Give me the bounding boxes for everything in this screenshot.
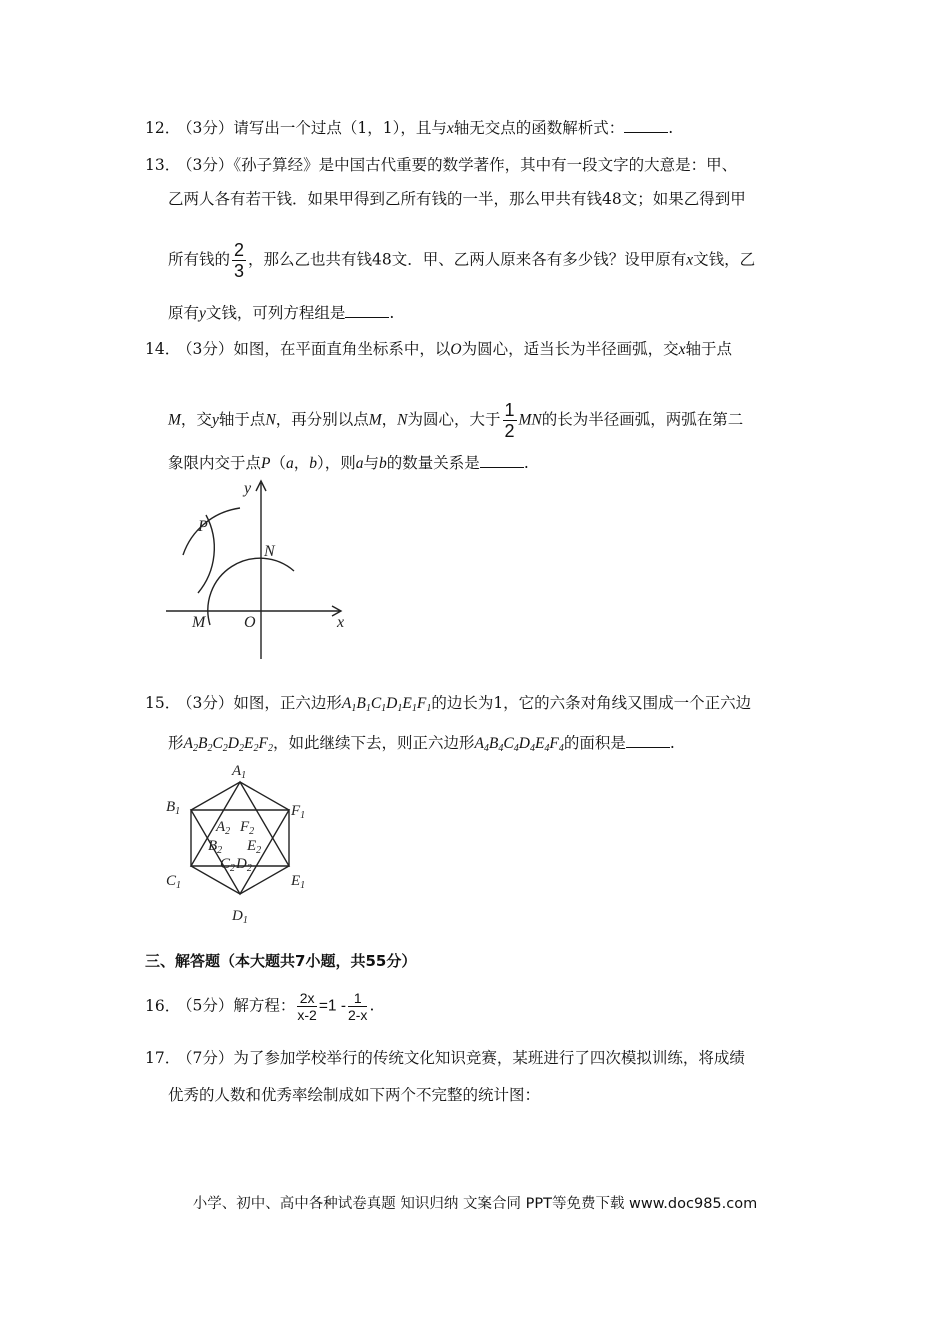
- answer-blank: [624, 118, 668, 133]
- question-score: （3分）: [177, 119, 234, 137]
- label-n: N: [264, 543, 275, 560]
- fraction-two-thirds: $\frac{2}{3}$: [234, 240, 245, 281]
- answer-blank: [480, 453, 524, 468]
- label-d1: $D_1$: [232, 908, 248, 926]
- question-14-line-2: M，交y轴于点N，再分别以点M，N为圆心，大于 $\frac{1}{2}$ MN的长为半径画弧，两弧在第二: [168, 400, 744, 441]
- section-heading: 三、解答题（本大题共7小题，共55分）: [145, 952, 417, 970]
- question-number: 12．: [145, 119, 181, 137]
- question-13-line-3: 所有钱的 $\frac{2}{3}$ ，那么乙也共有钱48文．甲、乙两人原来各有多少钱？设甲原有x文钱，乙: [168, 240, 756, 281]
- label-d2: $D_2$: [236, 856, 252, 874]
- hexagon-name-4: $A_4B_4C_4D_4E_4F_4$: [474, 735, 564, 754]
- hexagon-name-2: $A_2B_2C_2D_2E_2F_2$: [183, 735, 273, 754]
- label-b2: $B_2$: [208, 838, 223, 856]
- label-a1: $A_1$: [232, 763, 247, 781]
- question-12: 12．（3分）请写出一个过点（1，1），且与x轴无交点的函数解析式： .: [145, 119, 674, 137]
- fraction-one-half: $\frac{1}{2}$: [504, 400, 515, 441]
- coordinate-figure: [160, 475, 360, 665]
- question-13-line-2: 乙两人各有若干钱．如果甲得到乙所有钱的一半，那么甲共有钱48文；如果乙得到甲: [168, 190, 746, 208]
- label-o: O: [244, 614, 256, 631]
- label-m: M: [192, 614, 206, 631]
- question-17-line-2: 优秀的人数和优秀率绘制成如下两个不完整的统计图：: [168, 1086, 541, 1104]
- answer-blank: [626, 733, 670, 748]
- question-score: （3分）: [177, 156, 234, 174]
- question-16: 16．（5分）解方程： $\frac{2x}{x-2}$ =1 - $\frac{1}{2-x}$ .: [145, 990, 375, 1023]
- label-f2: $F_2$: [240, 819, 255, 837]
- question-17-line-1: 17．（7分）为了参加学校举行的传统文化知识竞赛，某班进行了四次模拟训练，将成绩: [145, 1049, 745, 1067]
- question-13-line-1: 13．（3分）《孙子算经》是中国古代重要的数学著作，其中有一段文字的大意是：甲、: [145, 156, 738, 174]
- fraction-2x-over-x-minus-2: $\frac{2x}{x-2}$: [297, 990, 317, 1023]
- question-14-line-1: 14．（3分）如图，在平面直角坐标系中，以O为圆心，适当长为半径画弧，交x轴于点: [145, 340, 733, 358]
- arc-from-n: [183, 508, 240, 555]
- question-number: 14．: [145, 340, 181, 358]
- question-score: （3分）: [177, 694, 234, 712]
- question-score: （5分）: [177, 996, 234, 1015]
- hexagon-name-1: $A_1B_1C_1D_1E_1F_1$: [341, 695, 432, 714]
- question-score: （7分）: [177, 1049, 234, 1067]
- label-f1: $F_1$: [291, 803, 306, 821]
- label-c2: $C_2$: [220, 856, 236, 874]
- question-number: 13．: [145, 156, 181, 174]
- fraction-1-over-2-minus-x: $\frac{1}{2-x}$: [347, 990, 368, 1023]
- question-number: 15．: [145, 694, 181, 712]
- label-a2: $A_2$: [216, 819, 231, 837]
- outer-hexagon: [191, 782, 289, 894]
- answer-blank: [345, 303, 389, 318]
- hexagon-figure: [160, 758, 320, 930]
- question-number: 17．: [145, 1049, 181, 1067]
- label-e2: $E_2$: [247, 838, 262, 856]
- question-15-line-1: 15．（3分）如图，正六边形$A_1B_1C_1D_1E_1F_1$的边长为1，它的六条对角线又围成一个正六边: [145, 694, 752, 714]
- label-p: P: [198, 518, 208, 535]
- question-15-line-2: 形$A_2B_2C_2D_2E_2F_2$，如此继续下去，则正六边形$A_4B_4C_4D_4E_4F_4$的面积是 .: [168, 734, 675, 754]
- question-number: 16．: [145, 996, 181, 1015]
- label-e1: $E_1$: [291, 873, 306, 891]
- label-x: x: [337, 614, 345, 631]
- question-13-line-4: 原有y文钱，可列方程组是 .: [168, 304, 395, 322]
- label-c1: $C_1$: [166, 873, 182, 891]
- label-y: y: [244, 480, 252, 497]
- question-score: （3分）: [177, 340, 234, 358]
- question-14-line-3: 象限内交于点P（a，b），则a与b的数量关系是 .: [168, 454, 529, 472]
- page-footer: 小学、初中、高中各种试卷真题 知识归纳 文案合同 PPT等免费下载 www.doc985.com: [192, 1196, 758, 1212]
- label-b1: $B_1$: [166, 799, 181, 817]
